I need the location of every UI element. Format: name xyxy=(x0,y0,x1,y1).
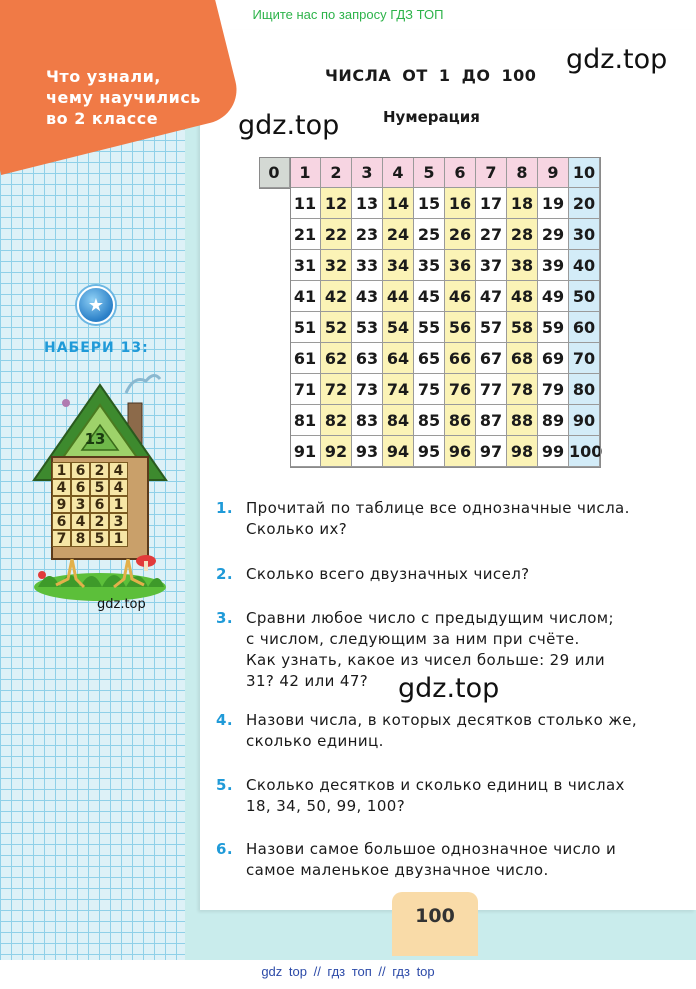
number-cell: 5 xyxy=(414,157,445,188)
number-cell: 89 xyxy=(538,405,569,436)
number-cell: 66 xyxy=(445,343,476,374)
number-cell: 29 xyxy=(538,219,569,250)
number-cell: 16 xyxy=(445,188,476,219)
number-cell: 100 xyxy=(569,436,600,467)
number-cell: 71 xyxy=(290,374,321,405)
number-cell: 67 xyxy=(476,343,507,374)
number-cell: 12 xyxy=(321,188,352,219)
number-cell: 24 xyxy=(383,219,414,250)
number-cell: 18 xyxy=(507,188,538,219)
number-cell: 52 xyxy=(321,312,352,343)
number-cell: 80 xyxy=(569,374,600,405)
number-cell: 64 xyxy=(383,343,414,374)
number-cell: 54 xyxy=(383,312,414,343)
magic-square-cell: 5 xyxy=(90,530,109,547)
bottom-banner: gdz top // гдз топ // гдз top xyxy=(0,960,696,989)
number-cell: 79 xyxy=(538,374,569,405)
number-cell: 50 xyxy=(569,281,600,312)
number-cell: 86 xyxy=(445,405,476,436)
number-cell: 1 xyxy=(290,157,321,188)
number-cell: 60 xyxy=(569,312,600,343)
chapter-title: ЧИСЛА ОТ 1 ДО 100 xyxy=(325,66,537,85)
question-number: 3. xyxy=(216,609,233,627)
magic-square-cell: 6 xyxy=(90,496,109,513)
magic-square-cell: 1 xyxy=(109,496,128,513)
number-cell: 22 xyxy=(321,219,352,250)
number-cell: 48 xyxy=(507,281,538,312)
question-6: 6. Назови самое большое однозначное число и самое маленькое двузначное число. xyxy=(216,840,617,879)
number-cell: 77 xyxy=(476,374,507,405)
magic-square-cell: 3 xyxy=(71,496,90,513)
number-cell: 21 xyxy=(290,219,321,250)
number-cell: 36 xyxy=(445,250,476,281)
number-cell: 33 xyxy=(352,250,383,281)
number-cell: 34 xyxy=(383,250,414,281)
watermark: gdz.top xyxy=(566,44,668,75)
number-cell: 87 xyxy=(476,405,507,436)
number-cell: 53 xyxy=(352,312,383,343)
number-cell: 55 xyxy=(414,312,445,343)
number-cell: 65 xyxy=(414,343,445,374)
question-4: 4. Назови числа, в которых десятков столько же, сколько единиц. xyxy=(216,711,638,750)
magic-square-cell: 4 xyxy=(71,513,90,530)
number-cell: 91 xyxy=(290,436,321,467)
number-cell: 39 xyxy=(538,250,569,281)
number-cell: 72 xyxy=(321,374,352,405)
number-cell: 30 xyxy=(569,219,600,250)
number-cell: 85 xyxy=(414,405,445,436)
number-cell: 13 xyxy=(352,188,383,219)
question-5: 5. Сколько десятков и сколько единиц в числах 18, 34, 50, 99, 100? xyxy=(216,776,625,815)
number-cell: 99 xyxy=(538,436,569,467)
star-badge-icon: ★ xyxy=(77,286,115,324)
number-cell: 49 xyxy=(538,281,569,312)
number-cell: 92 xyxy=(321,436,352,467)
number-cell: 44 xyxy=(383,281,414,312)
number-cell: 23 xyxy=(352,219,383,250)
page-number: 100 xyxy=(415,905,455,927)
watermark: gdz.top xyxy=(97,597,146,612)
number-cell: 47 xyxy=(476,281,507,312)
magic-square-cell: 5 xyxy=(90,479,109,496)
nabery-label: НАБЕРИ 13: xyxy=(44,340,149,356)
number-cell: 69 xyxy=(538,343,569,374)
question-number: 5. xyxy=(216,776,233,794)
number-cell: 9 xyxy=(538,157,569,188)
question-1: 1. Прочитай по таблице все однозначные числа. Сколько их? xyxy=(216,499,630,538)
number-cell: 41 xyxy=(290,281,321,312)
number-cell: 40 xyxy=(569,250,600,281)
number-cell: 95 xyxy=(414,436,445,467)
question-number: 1. xyxy=(216,499,233,517)
magic-square-cell: 1 xyxy=(109,530,128,547)
magic-square-cell: 6 xyxy=(52,513,71,530)
number-cell: 75 xyxy=(414,374,445,405)
number-cell: 98 xyxy=(507,436,538,467)
number-cell: 4 xyxy=(383,157,414,188)
magic-square-cell: 7 xyxy=(52,530,71,547)
number-cell: 45 xyxy=(414,281,445,312)
number-cell: 7 xyxy=(476,157,507,188)
number-cell: 8 xyxy=(507,157,538,188)
number-cell: 63 xyxy=(352,343,383,374)
magic-square-cell: 2 xyxy=(90,513,109,530)
watermark: gdz.top xyxy=(398,673,500,704)
magic-square-cell: 3 xyxy=(109,513,128,530)
number-cell: 78 xyxy=(507,374,538,405)
number-cell: 15 xyxy=(414,188,445,219)
magic-square-cell: 9 xyxy=(52,496,71,513)
number-cell: 93 xyxy=(352,436,383,467)
number-cell: 19 xyxy=(538,188,569,219)
chapter-tab-title: Что узнали, чему научились во 2 классе xyxy=(46,67,201,128)
number-cell: 94 xyxy=(383,436,414,467)
house-number: 13 xyxy=(84,430,106,448)
magic-square-cell: 6 xyxy=(71,462,90,479)
number-cell: 56 xyxy=(445,312,476,343)
magic-square-cell: 8 xyxy=(71,530,90,547)
number-cell: 14 xyxy=(383,188,414,219)
number-cell: 57 xyxy=(476,312,507,343)
magic-square-cell: 4 xyxy=(109,479,128,496)
number-cell: 3 xyxy=(352,157,383,188)
number-cell: 35 xyxy=(414,250,445,281)
number-cell: 27 xyxy=(476,219,507,250)
number-cell: 20 xyxy=(569,188,600,219)
number-cell: 32 xyxy=(321,250,352,281)
number-cell: 2 xyxy=(321,157,352,188)
number-cell: 83 xyxy=(352,405,383,436)
question-number: 4. xyxy=(216,711,233,729)
magic-square-cell: 4 xyxy=(52,479,71,496)
question-2: 2. Сколько всего двузначных чисел? xyxy=(216,565,530,583)
watermark: gdz.top xyxy=(238,110,340,141)
number-cell: 58 xyxy=(507,312,538,343)
magic-square-cell: 2 xyxy=(90,462,109,479)
number-cell: 10 xyxy=(569,157,600,188)
number-cell: 51 xyxy=(290,312,321,343)
number-cell: 90 xyxy=(569,405,600,436)
question-number: 6. xyxy=(216,840,233,858)
number-cell: 68 xyxy=(507,343,538,374)
section-title: Нумерация xyxy=(383,108,480,126)
question-number: 2. xyxy=(216,565,233,583)
number-cell: 97 xyxy=(476,436,507,467)
number-cell: 88 xyxy=(507,405,538,436)
number-cell: 73 xyxy=(352,374,383,405)
number-cell: 59 xyxy=(538,312,569,343)
number-cell: 96 xyxy=(445,436,476,467)
number-cell: 31 xyxy=(290,250,321,281)
number-cell: 42 xyxy=(321,281,352,312)
number-cell: 46 xyxy=(445,281,476,312)
number-cell: 6 xyxy=(445,157,476,188)
number-cell: 37 xyxy=(476,250,507,281)
number-cell: 28 xyxy=(507,219,538,250)
number-cell: 70 xyxy=(569,343,600,374)
number-cell: 11 xyxy=(290,188,321,219)
number-cell: 38 xyxy=(507,250,538,281)
number-cell: 0 xyxy=(259,157,290,188)
number-cell: 76 xyxy=(445,374,476,405)
number-cell: 25 xyxy=(414,219,445,250)
number-cell: 62 xyxy=(321,343,352,374)
magic-square-cell: 6 xyxy=(71,479,90,496)
number-cell: 84 xyxy=(383,405,414,436)
number-cell: 26 xyxy=(445,219,476,250)
number-cell: 17 xyxy=(476,188,507,219)
number-cell: 81 xyxy=(290,405,321,436)
magic-square-cell: 4 xyxy=(109,462,128,479)
top-banner: Ищите нас по запросу ГДЗ ТОП xyxy=(0,0,696,30)
number-cell: 43 xyxy=(352,281,383,312)
question-3: 3. Сравни любое число с предыдущим числом; с числом, следующим за ним при счёте. Как узнать, какое из чисел больше: 29 или 31? 42 или 47? xyxy=(216,609,614,690)
number-cell: 74 xyxy=(383,374,414,405)
number-cell: 61 xyxy=(290,343,321,374)
number-cell: 82 xyxy=(321,405,352,436)
magic-square-cell: 1 xyxy=(52,462,71,479)
